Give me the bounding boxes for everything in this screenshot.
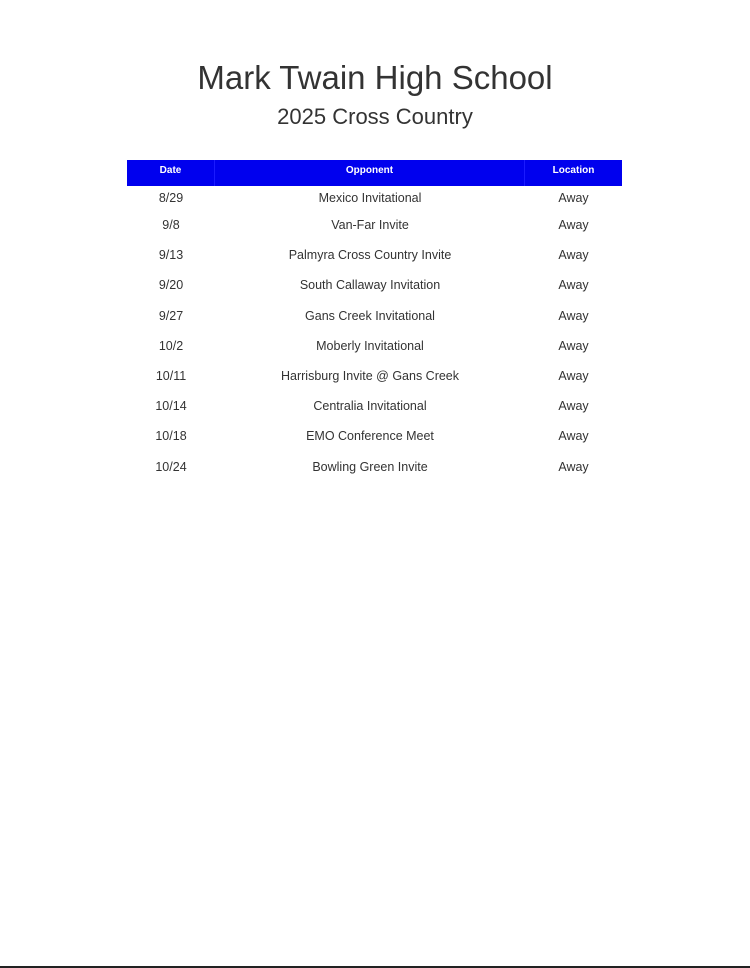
schedule-table: [127, 160, 622, 482]
cell-date: 10/24: [155, 459, 187, 474]
table-row: [127, 270, 622, 300]
cell-opponent: Centralia Invitational: [313, 399, 427, 414]
cell-opponent: Mexico Invitational: [318, 191, 422, 205]
cell-location: Away: [558, 429, 589, 444]
table-row: [127, 240, 622, 270]
cell-date: 9/27: [158, 308, 184, 323]
cell-opponent: Moberly Invitational: [316, 338, 424, 353]
cell-date: 10/2: [158, 338, 184, 353]
table-row: [127, 391, 622, 421]
cell-location: Away: [558, 248, 589, 263]
column-header-opponent: Opponent: [215, 160, 525, 186]
table-row: [127, 331, 622, 361]
cell-date: 9/8: [162, 218, 180, 233]
cell-date: 10/18: [155, 429, 187, 444]
cell-date: 9/13: [158, 248, 184, 263]
cell-opponent: Van-Far Invite: [331, 218, 409, 233]
cell-location: Away: [558, 278, 589, 293]
table-header: [127, 160, 622, 186]
cell-date: 10/14: [155, 399, 187, 414]
cell-opponent: Palmyra Cross Country Invite: [288, 248, 452, 263]
cell-date: 9/20: [158, 278, 184, 293]
table-body: [127, 186, 622, 482]
cell-location: Away: [558, 369, 589, 384]
cell-opponent: Bowling Green Invite: [312, 459, 428, 474]
cell-opponent: South Callaway Invitation: [299, 278, 441, 293]
page-title: Mark Twain High School: [197, 59, 553, 96]
cell-location: Away: [558, 338, 589, 353]
table-row: [127, 301, 622, 331]
table-row: [127, 421, 622, 451]
table-row: [127, 210, 622, 240]
cell-date: 8/29: [158, 191, 184, 205]
page-subtitle: 2025 Cross Country: [277, 104, 473, 129]
cell-location: Away: [558, 459, 589, 474]
cell-opponent: Gans Creek Invitational: [305, 308, 435, 323]
cell-location: Away: [558, 218, 589, 233]
table-row: [127, 186, 622, 210]
cell-location: Away: [558, 191, 589, 205]
cell-date: 10/11: [155, 369, 187, 384]
cell-opponent: EMO Conference Meet: [306, 429, 434, 444]
column-header-date: Date: [127, 160, 215, 186]
table-row: [127, 361, 622, 391]
cell-location: Away: [558, 308, 589, 323]
cell-opponent: Harrisburg Invite @ Gans Creek: [280, 369, 460, 384]
cell-location: Away: [558, 399, 589, 414]
column-header-location: Location: [552, 165, 595, 176]
table-row: [127, 452, 622, 482]
